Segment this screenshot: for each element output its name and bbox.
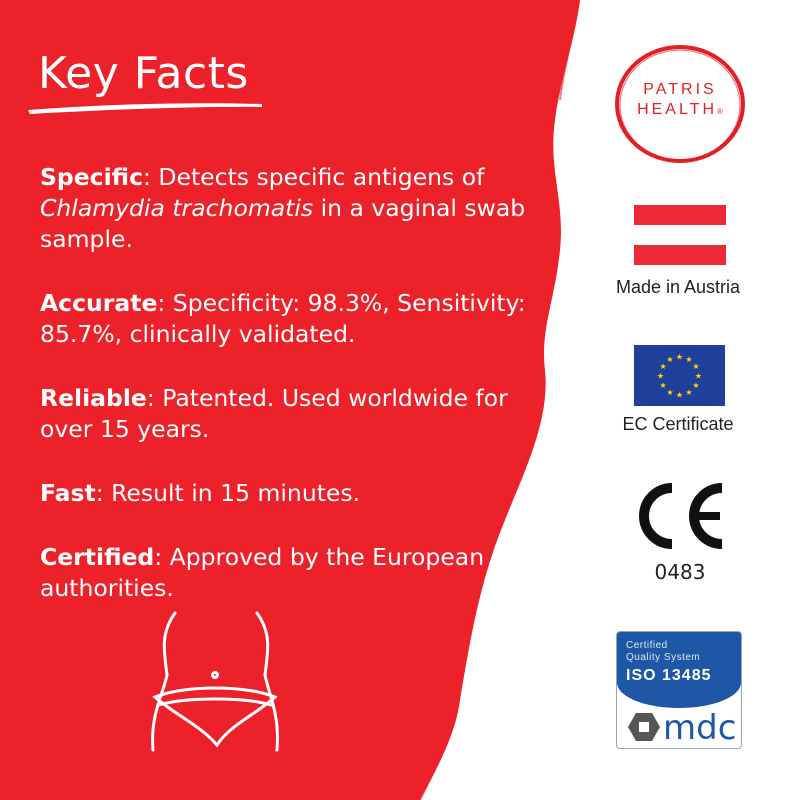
iso-quality-text: Quality System <box>626 652 701 663</box>
iso-standard-text: ISO 13485 <box>626 667 712 684</box>
fact-text: : Patented. Used worldwide for over 15 years. <box>40 384 508 443</box>
eu-star-icon: ★ <box>694 371 703 381</box>
key-facts-list <box>40 162 540 637</box>
logo-text-line2: HEALTH <box>637 101 718 118</box>
fact-organism: Chlamydia trachomatis <box>40 194 314 222</box>
fact-text: : Detects specific antigens of <box>143 163 485 191</box>
made-in-austria-caption: Made in Austria <box>615 277 741 297</box>
fact-label: Accurate <box>40 289 158 317</box>
eu-star-icon: ★ <box>666 387 674 397</box>
austria-flag-icon <box>634 205 726 265</box>
fact-text: : Approved by the European authorities. <box>40 543 485 602</box>
ce-mark-icon <box>630 482 730 552</box>
fact-reliable <box>40 383 540 445</box>
ec-certificate-caption: EC Certificate <box>622 414 734 434</box>
fact-label: Specific <box>40 163 144 191</box>
fact-text: : Specificity: 98.3%, Sensitivity: 85.7%, clinically validated. <box>40 289 526 348</box>
notified-body-number: 0483 <box>654 560 706 584</box>
eu-star-icon: ★ <box>685 387 693 397</box>
fact-specific <box>40 162 540 255</box>
fact-certified <box>40 542 540 604</box>
mdc-logo-icon <box>627 712 661 742</box>
fact-text: : Result in 15 minutes. <box>95 479 361 507</box>
brush-underline <box>26 98 266 118</box>
fact-text: in a vaginal swab sample. <box>40 194 526 253</box>
logo-text-line1: PATRIS <box>643 81 717 98</box>
eu-star-icon: ★ <box>692 381 700 390</box>
registered-mark: ® <box>717 107 723 116</box>
fact-fast <box>40 478 540 509</box>
mdc-brand-text: mdc <box>663 708 737 748</box>
eu-star-icon: ★ <box>659 362 667 371</box>
eu-flag-icon <box>634 345 725 406</box>
iso-certified-text: Certified <box>626 640 668 651</box>
eu-star-icon: ★ <box>675 352 684 362</box>
iso-13485-badge <box>616 631 742 749</box>
fact-label: Reliable <box>40 384 147 412</box>
eu-star-icon: ★ <box>659 381 667 390</box>
fact-accurate <box>40 288 540 350</box>
eu-star-icon: ★ <box>675 390 684 400</box>
eu-star-icon: ★ <box>685 355 693 365</box>
female-torso-icon <box>145 605 285 755</box>
page-title: Key Facts <box>38 48 249 99</box>
fact-label: Fast <box>40 479 96 507</box>
eu-star-icon: ★ <box>656 371 665 381</box>
eu-star-icon: ★ <box>692 362 700 371</box>
eu-star-icon: ★ <box>666 355 674 365</box>
patris-health-logo <box>612 42 748 166</box>
fact-label: Certified <box>40 543 155 571</box>
